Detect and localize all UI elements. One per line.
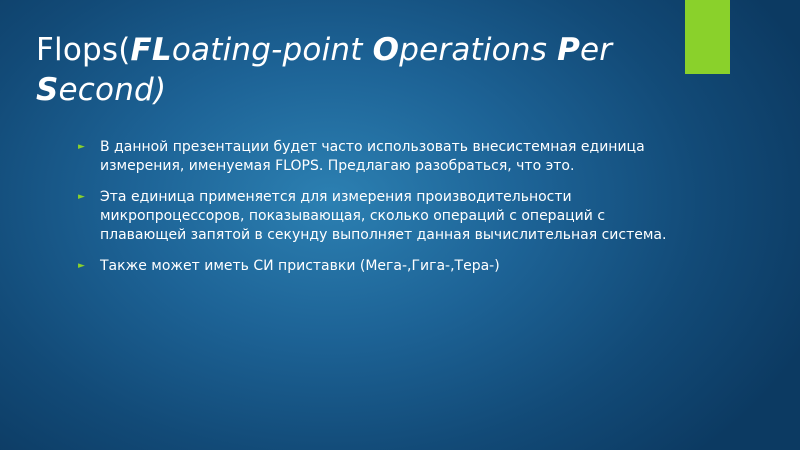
- slide-title: [36, 30, 666, 110]
- bullet-text: В данной презентации будет часто использовать внесистемная единица измерения, именуемая FLOPS. Предлагаю разобраться, что это.: [100, 139, 645, 174]
- title-part-bold: O: [372, 32, 400, 68]
- bullet-arrow-icon: ►: [78, 192, 85, 202]
- title-part-bold: P: [557, 32, 581, 68]
- title-part-bold: FL: [130, 32, 172, 68]
- bullet-text: Эта единица применяется для измерения производительности микропроцессоров, показывающая, сколько операций с операций с плавающей запятой в секунду выполняет данная вычислительная система.: [100, 189, 667, 243]
- title-part: perations: [399, 32, 558, 68]
- bullet-arrow-icon: ►: [78, 142, 85, 152]
- title-part: econd): [58, 72, 167, 108]
- accent-bar: [685, 0, 730, 74]
- bullet-list: [78, 138, 678, 288]
- bullet-item: [78, 188, 678, 245]
- title-part-bold: S: [36, 72, 59, 108]
- bullet-item: [78, 257, 678, 276]
- bullet-arrow-icon: ►: [78, 261, 85, 271]
- bullet-text: Также может иметь СИ приставки (Мега-,Гига-,Тера-): [100, 258, 500, 274]
- title-part: oating-point: [171, 32, 373, 68]
- title-part: er: [580, 32, 613, 68]
- title-part: Flops(: [36, 32, 131, 68]
- bullet-item: [78, 138, 678, 176]
